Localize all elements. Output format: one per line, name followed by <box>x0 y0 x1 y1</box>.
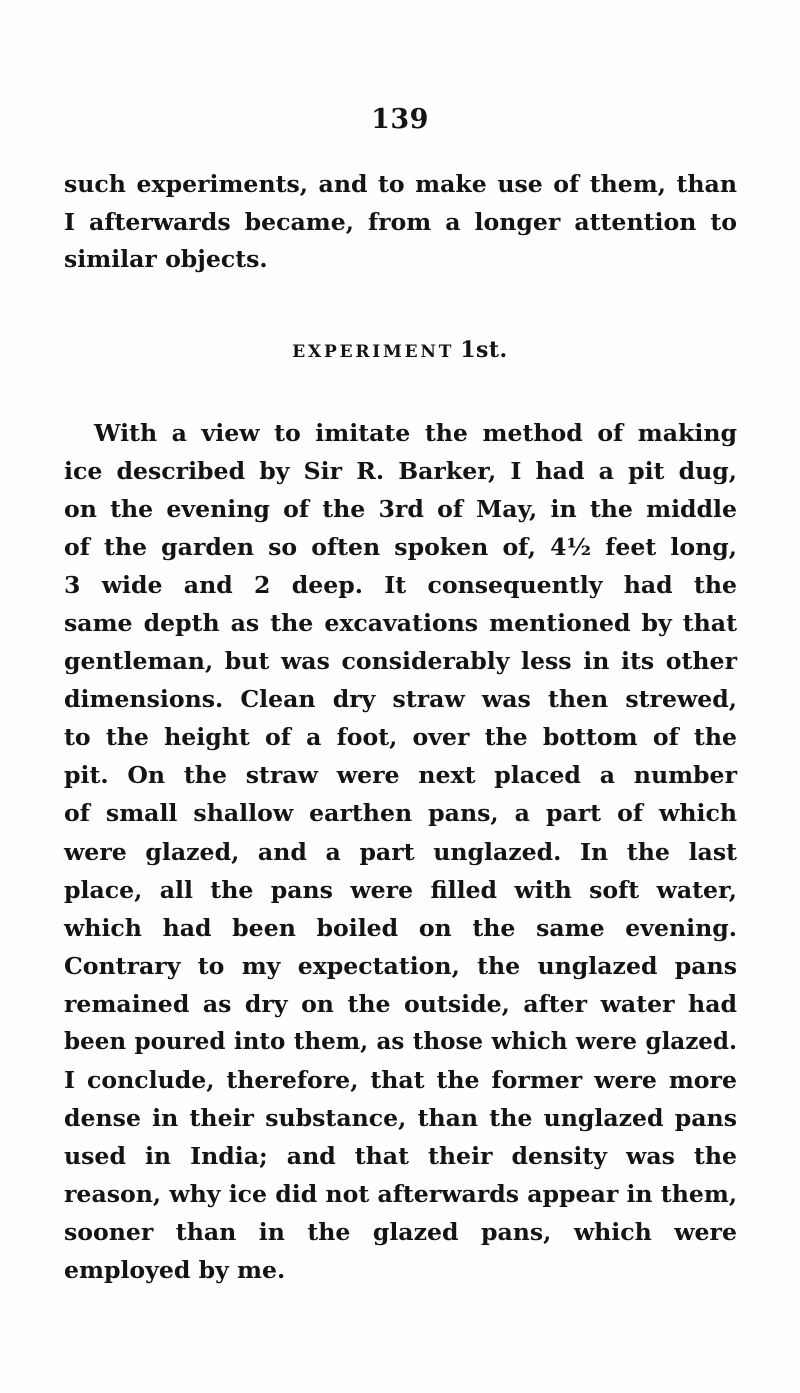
text-line: to the height of a foot, over the bottom of the <box>64 723 737 752</box>
text-line: remained as dry on the outside, after water had <box>64 989 737 1018</box>
text-line: dense in their substance, than the unglazed pans <box>64 1103 737 1132</box>
text-line: Contrary to my expectation, the unglazed pans <box>64 951 737 980</box>
text-line: dimensions. Clean dry straw was then strewed, <box>64 685 737 714</box>
text-line: employed by me. <box>64 1256 286 1285</box>
text-line: 3 wide and 2 deep. It consequently had the <box>64 571 737 600</box>
text-line: reason, why ice did not afterwards appear in them, <box>64 1179 738 1208</box>
text-line: of the garden so often spoken of, 4½ feet long, <box>64 533 737 562</box>
heading-word: EXPERIMENT <box>292 342 455 362</box>
text-line: ice described by Sir R. Barker, I had a pit dug, <box>64 457 737 486</box>
text-line: such experiments, and to make use of them, than <box>64 170 737 198</box>
text-line: of small shallow earthen pans, a part of which <box>64 799 737 828</box>
text-line: pit. On the straw were next placed a number <box>64 761 737 790</box>
heading-ordinal: 1st. <box>460 337 508 363</box>
text-line: I conclude, therefore, that the former were more <box>64 1065 737 1094</box>
text-line: same depth as the excavations mentioned by that <box>64 609 737 638</box>
text-line: I afterwards became, from a longer attention to <box>64 207 737 236</box>
text-line: were glazed, and a part unglazed. In the last <box>64 837 737 866</box>
text-line: been poured into them, as those which were glazed. <box>64 1027 737 1055</box>
text-line: place, all the pans were filled with soft water, <box>64 875 737 904</box>
intro-paragraph <box>64 166 737 279</box>
text-line: sooner than in the glazed pans, which were <box>64 1217 737 1246</box>
text-line: With a view to imitate the method of making <box>94 419 737 447</box>
text-line: similar objects. <box>64 245 268 273</box>
section-heading <box>0 337 800 363</box>
text-line: on the evening of the 3rd of May, in the middle <box>64 495 737 524</box>
experiment-paragraph <box>64 414 737 1289</box>
page-number: 139 <box>371 104 429 135</box>
text-line: used in India; and that their density was the <box>64 1141 737 1170</box>
text-line: which had been boiled on the same evening. <box>64 913 737 942</box>
text-line: gentleman, but was considerably less in its other <box>64 647 737 676</box>
